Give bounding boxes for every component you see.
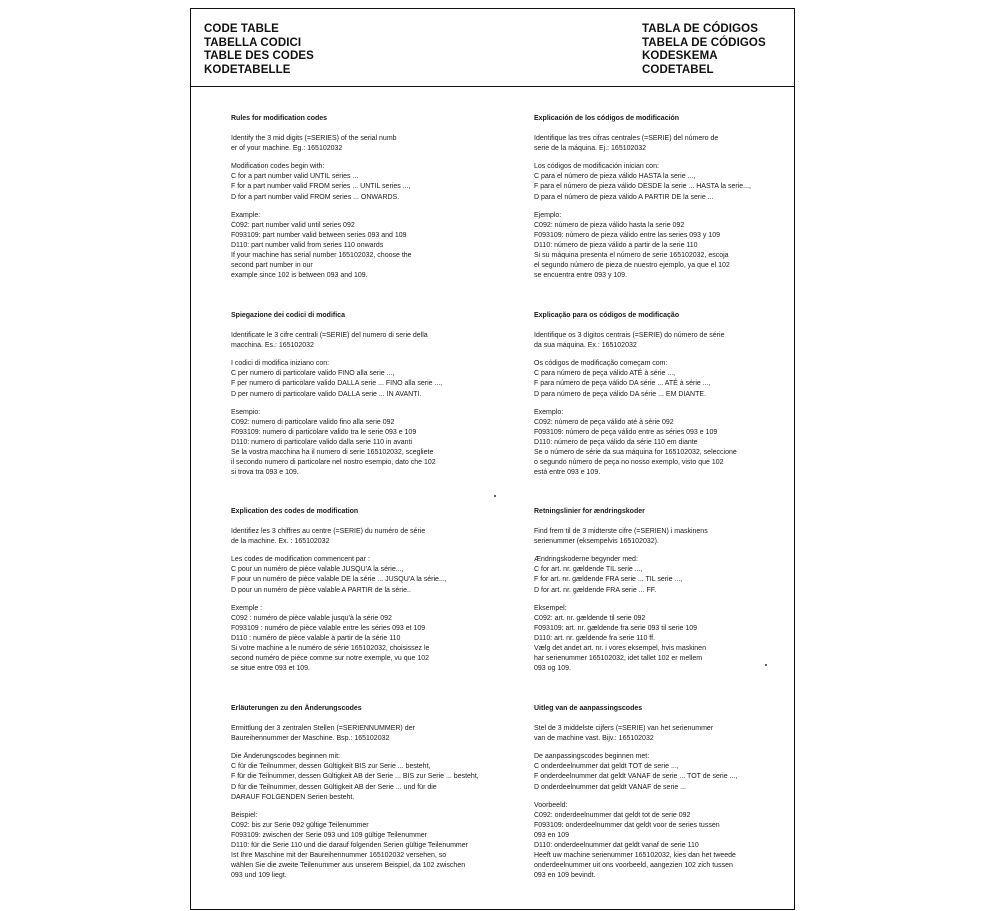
text-line: van de machine vast. Bijv.: 165102032: [534, 735, 654, 743]
section-english: [231, 114, 501, 289]
section-heading: Rules for modification codes: [231, 115, 328, 122]
text-line: se encuentra entre 093 y 109.: [534, 272, 628, 280]
text-line: il secondo numero di particolare nel nostro esempio, dato che 102: [231, 459, 436, 467]
text-line: example since 102 is between 093 and 109.: [231, 272, 368, 280]
section-danish: [534, 507, 804, 682]
text-line: F para número de peça válido DA série ... ATÉ à série ...,: [534, 380, 711, 388]
section-paragraph: [231, 555, 501, 595]
section-heading: Uitleg van de aanpassingscodes: [534, 705, 643, 712]
section-paragraph: [231, 211, 501, 282]
text-line: F093109: numero di particolare valido tra le serie 093 e 109: [231, 428, 417, 436]
text-line: D para el número de pieza válido A PARTIR DE la serie ...: [534, 193, 714, 201]
text-line: D onderdeelnummer dat geldt VANAF de serie ...: [534, 783, 687, 791]
section-paragraph: [534, 211, 804, 282]
text-line: Ermittlung der 3 zentralen Stellen (=SERIENNUMMER) der: [231, 725, 415, 733]
section-paragraph: [534, 604, 804, 675]
text-line: F093109: art. nr. gældende fra serie 093 til serie 109: [534, 624, 698, 632]
text-line: If your machine has serial number 165102032, choose the: [231, 252, 412, 260]
text-line: 093 en 109: [534, 831, 570, 839]
text-line: el segundo número de pieza de nuestro ejemplo, ya que el 102: [534, 262, 730, 270]
text-line: macchina. Es.: 165102032: [231, 342, 314, 350]
text-line: De aanpassingscodes beginnen met:: [534, 753, 650, 761]
text-line: D for a part number valid FROM series ... ONWARDS.: [231, 193, 400, 201]
text-line: F093109: número de pieza válido entre las series 093 y 109: [534, 231, 721, 239]
text-line: Si votre machine a le numéro de série 165102032, choisissez le: [231, 645, 430, 653]
text-line: C092: número de pieza válido hasta la serie 092: [534, 221, 685, 229]
text-line: Ændringskoderne begynder med:: [534, 556, 638, 564]
section-paragraph: [534, 527, 804, 547]
section-portuguese: [534, 311, 804, 486]
section-paragraph: [231, 134, 501, 154]
text-line: F093109: zwischen der Serie 093 und 109 gültige Teilenummer: [231, 831, 427, 839]
section-german: [231, 704, 501, 889]
section-paragraph: [231, 162, 501, 202]
text-line: si trova tra 093 e 109.: [231, 469, 299, 477]
text-line: Los códigos de modificación inician con:: [534, 163, 659, 171]
text-line: está entre 093 e 109.: [534, 469, 601, 477]
text-line: D110 : numéro de pièce valable à partir de la série 110: [231, 634, 401, 642]
section-dutch: [534, 704, 804, 889]
section-paragraph: [534, 724, 804, 744]
text-line: C092 : numéro de pièce valable jusqu'à la série 092: [231, 614, 392, 622]
text-line: Les codes de modification commencent par :: [231, 556, 370, 564]
text-line: Vælg det andet art. nr. i vores eksempel, hvis maskinen: [534, 645, 706, 653]
text-line: Eksempel:: [534, 604, 567, 612]
text-line: second numéro de pièce comme sur notre exemple, vu que 102: [231, 655, 430, 663]
text-line: onderdeelnummer uit ons voorbeeld, aangezien 102 zich tussen: [534, 862, 733, 870]
text-line: C für die Teilnummer, dessen Gültigkeit BIS zur Serie ... besteht,: [231, 763, 431, 771]
text-line: C pour un numéro de pièce valable JUSQU'A la série...,: [231, 566, 404, 574]
text-line: D110: part number valid from series 110 onwards: [231, 241, 384, 249]
text-line: C for art. nr. gældende TIL serie ...,: [534, 566, 643, 574]
text-line: C092: número de peça válido até à série 092: [534, 418, 674, 426]
section-paragraph: [534, 801, 804, 882]
header-title: TABELA DE CÓDIGOS: [642, 36, 766, 49]
text-line: C para el número de pieza válido HASTA la serie ...,: [534, 173, 696, 181]
text-line: Identificate le 3 cifre centrali (=SERIE) del numero di serie della: [231, 332, 428, 340]
text-line: Baureihennummer der Maschine. Bsp.: 165102032: [231, 735, 390, 743]
text-line: I codici di modifica iniziano con:: [231, 360, 330, 368]
text-line: F per numero di particolare valido DALLA serie ... FINO alla serie ...,: [231, 380, 443, 388]
header-title: CODE TABLE: [204, 23, 279, 35]
text-line: D pour un numéro de pièce valable A PARTIR de la série..: [231, 586, 411, 594]
section-paragraph: [534, 331, 804, 351]
section-heading: Erläuterungen zu den Änderungscodes: [231, 705, 362, 712]
text-line: DARAUF FOLGENDEN Serien besteht.: [231, 793, 355, 801]
text-line: D110: für die Serie 110 und die darauf folgenden Serien gültige Teilenummer: [231, 842, 468, 850]
section-paragraph: [534, 134, 804, 154]
section-heading: Retningslinier for ændringskoder: [534, 508, 645, 515]
section-paragraph: [534, 752, 804, 792]
text-line: Stel de 3 middelste cijfers (=SERIE) van het serienummer: [534, 725, 714, 733]
text-line: serienummer (eksempelvis 165102032).: [534, 538, 659, 546]
section-paragraph: [231, 331, 501, 351]
text-line: D110: número de peça válido da série 110 em diante: [534, 438, 698, 446]
text-line: Ejemplo:: [534, 211, 562, 219]
text-line: o segundo número de peça no nosso exemplo, visto que 102: [534, 459, 724, 467]
section-paragraph: [231, 359, 501, 399]
text-line: Os códigos de modificação começam com:: [534, 360, 668, 368]
section-paragraph: [534, 408, 804, 479]
text-line: har serienummer 165102032, idet tallet 102 er mellem: [534, 655, 703, 663]
text-line: second part number in our: [231, 262, 313, 270]
text-line: F pour un numéro de pièce valable DE la série ... JUSQU'A la série...,: [231, 576, 447, 584]
text-line: D per numero di particolare valido DALLA serie ... IN AVANTI.: [231, 390, 422, 398]
text-line: Identify the 3 mid digits (=SERIES) of the serial numb: [231, 135, 397, 143]
text-line: F093109: onderdeelnummer dat geldt voor de series tussen: [534, 821, 720, 829]
text-line: Si su máquina presenta el número de serie 165102032, escoja: [534, 252, 729, 260]
text-line: Identifique os 3 dígitos centrais (=SERIE) do número de série: [534, 332, 725, 340]
header-title: CODETABEL: [642, 63, 714, 76]
section-heading: Explicación de los códigos de modificación: [534, 115, 680, 122]
text-line: C per numero di particolare valido FINO alla serie ...,: [231, 370, 395, 378]
text-line: C092: part number valid until series 092: [231, 221, 355, 229]
text-line: Find frem til de 3 midterste cifre (=SERIEN) i maskinens: [534, 528, 708, 536]
code-table-page: [190, 8, 795, 910]
section-paragraph: [231, 604, 501, 675]
section-heading: Explication des codes de modification: [231, 508, 359, 515]
text-line: Identifiez les 3 chiffres au centre (=SERIE) du numéro de série: [231, 528, 426, 536]
text-line: Se o número de série da sua máquina for 165102032, seleccione: [534, 449, 737, 457]
text-line: F para el número de pieza válido DESDE la serie ... HASTA la serie...,: [534, 183, 751, 191]
header-titles-left: [204, 23, 314, 77]
header-titles-right: [642, 23, 766, 77]
text-line: C092: bis zur Serie 092 gültige Teilenummer: [231, 821, 369, 829]
section-heading: Spiegazione dei codici di modifica: [231, 312, 345, 319]
text-line: C onderdeelnummer dat geldt TOT de serie ...,: [534, 763, 679, 771]
text-line: Modification codes begin with:: [231, 163, 325, 171]
text-line: D110: art. nr. gældende fra serie 110 ff.: [534, 634, 656, 642]
text-line: D110: número de pieza válido a partir de la serie 110: [534, 241, 698, 249]
text-line: Beispiel:: [231, 811, 258, 819]
section-paragraph: [231, 811, 501, 882]
section-heading: Explicação para os códigos de modificação: [534, 312, 680, 319]
text-line: C para número de peça válido ATÉ à série ...,: [534, 370, 676, 378]
scan-speck: [494, 495, 496, 497]
text-line: Voorbeeld:: [534, 801, 568, 809]
text-line: F onderdeelnummer dat geldt VANAF de serie ... TOT de serie ...,: [534, 773, 738, 781]
section-paragraph: [231, 752, 501, 802]
text-line: de la machine. Ex. : 165102032: [231, 538, 330, 546]
text-line: F093109 : numéro de pièce valable entre les séries 093 et 109: [231, 624, 426, 632]
text-line: D for art. nr. gældende FRA serie ... FF.: [534, 586, 657, 594]
text-line: Esempio:: [231, 408, 261, 416]
text-line: Se la vostra macchina ha il numero di serie 165102032, scegliete: [231, 449, 434, 457]
section-italian: [231, 311, 501, 486]
scan-speck: [765, 664, 767, 666]
text-line: 093 og 109.: [534, 665, 571, 673]
text-line: C for a part number valid UNTIL series ...: [231, 173, 359, 181]
text-line: F093109: número de peça válido entre as séries 093 e 109: [534, 428, 718, 436]
section-paragraph: [534, 359, 804, 399]
text-line: C092: art. nr. gældende til serie 092: [534, 614, 646, 622]
header-title: KODESKEMA: [642, 50, 718, 63]
text-line: D für die Teilnummer, dessen Gültigkeit AB der Serie ... und für die: [231, 783, 437, 791]
header-title: TABLA DE CÓDIGOS: [642, 23, 758, 35]
text-line: 093 en 109 bevindt.: [534, 872, 596, 880]
section-paragraph: [231, 408, 501, 479]
page-header: [191, 9, 794, 87]
text-line: 093 und 109 liegt.: [231, 872, 287, 880]
text-line: C092: numero di particolare valido fino alla serie 092: [231, 418, 395, 426]
text-line: serie de la máquina. Ej.: 165102032: [534, 145, 647, 153]
text-line: da sua máquina. Ex.: 165102032: [534, 342, 637, 350]
header-title: TABELLA CODICI: [204, 36, 302, 49]
text-line: D110: numero di particolare valido dalla serie 110 in avanti: [231, 438, 413, 446]
section-french: [231, 507, 501, 682]
section-paragraph: [231, 724, 501, 744]
text-line: Heeft uw machine serienummer 165102032, kies dan het tweede: [534, 852, 736, 860]
text-line: F093109: part number valid between series 093 and 109: [231, 231, 407, 239]
text-line: Exemplo:: [534, 408, 564, 416]
text-line: Identifique las tres cifras centrales (=SERIE) del número de: [534, 135, 719, 143]
text-line: D110: onderdeelnummer dat geldt vanaf de serie 110: [534, 842, 699, 850]
text-line: F für die Teilnummer, dessen Gültigkeit AB der Serie ... BIS zur Serie ... besteht,: [231, 773, 479, 781]
section-paragraph: [534, 162, 804, 202]
text-line: wählen Sie die zweite Teilenummer aus unserem Beispiel, da 102 zwischen: [231, 862, 466, 870]
text-line: D para número de peça válido DA série ... EM DIANTE.: [534, 390, 706, 398]
header-title: TABLE DES CODES: [204, 50, 314, 63]
text-line: se situe entre 093 et 109.: [231, 665, 310, 673]
text-line: F for art. nr. gældende FRA serie ... TIL serie ...,: [534, 576, 683, 584]
text-line: C092: onderdeelnummer dat geldt tot de serie 092: [534, 811, 691, 819]
section-paragraph: [231, 527, 501, 547]
section-paragraph: [534, 555, 804, 595]
text-line: Ist Ihre Maschine mit der Baureihennummer 165102032 versehen, so: [231, 852, 447, 860]
section-spanish: [534, 114, 804, 289]
text-line: Example:: [231, 211, 261, 219]
text-line: Exemple :: [231, 604, 263, 612]
text-line: Die Änderungscodes beginnen mit:: [231, 753, 340, 761]
header-title: KODETABELLE: [204, 63, 291, 76]
text-line: F for a part number valid FROM series ... UNTIL series ...,: [231, 183, 411, 191]
text-line: er of your machine. Eg.: 165102032: [231, 145, 343, 153]
